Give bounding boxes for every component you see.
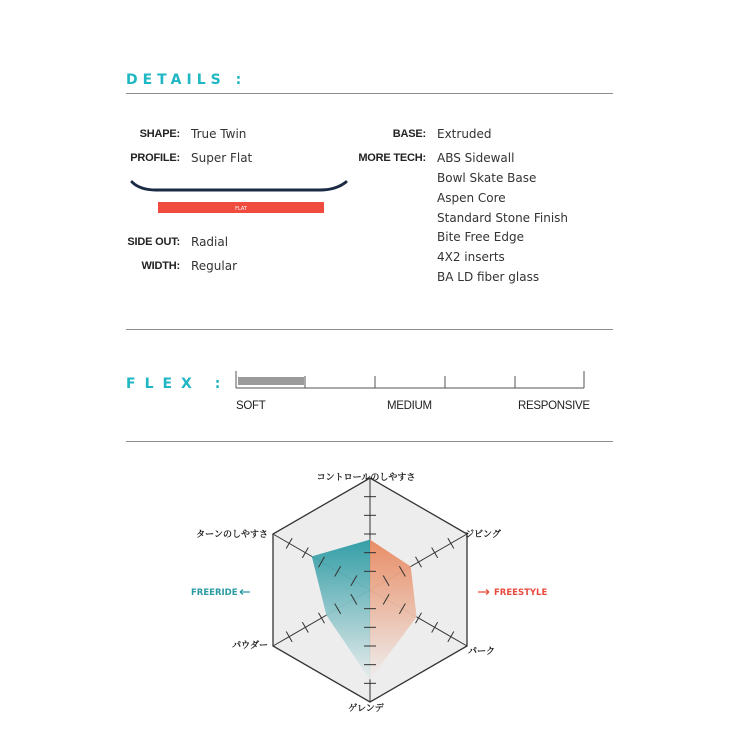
sideout-value: Radial [191, 235, 229, 249]
radar-axis-label: ジビング [465, 530, 501, 540]
width-label: WIDTH: [141, 260, 180, 272]
radar-axis-label: パーク [468, 647, 496, 657]
more-tech-label: MORE TECH: [358, 152, 426, 164]
width-value: Regular [191, 259, 238, 273]
flex-level-fill [238, 377, 304, 385]
section-divider [126, 441, 613, 442]
freestyle-tag: FREESTYLE [494, 588, 548, 598]
radar-chart [0, 460, 740, 740]
base-value: Extruded [437, 127, 492, 141]
flex-title: FLEX : [126, 376, 230, 392]
radar-axis-label: ターンのしやすさ [196, 530, 268, 540]
details-divider [126, 93, 613, 94]
radar-axis-label: コントロールのしやすさ [316, 473, 416, 483]
more-tech-item: Bite Free Edge [437, 230, 524, 244]
more-tech-item: 4X2 inserts [437, 250, 505, 264]
section-divider [126, 329, 613, 330]
more-tech-item: Aspen Core [437, 191, 506, 205]
base-label: BASE: [392, 128, 426, 140]
profile-graphic [128, 176, 358, 216]
flex-label-medium: MEDIUM [387, 400, 432, 412]
freeride-tag: FREERIDE [191, 588, 238, 598]
freestyle-arrow-icon [478, 590, 489, 595]
profile-label: PROFILE: [130, 152, 180, 164]
more-tech-item: Standard Stone Finish [437, 211, 569, 225]
flex-label-responsive: RESPONSIVE [518, 400, 590, 412]
radar-axis-label: ゲレンデ [348, 704, 384, 714]
shape-label: SHAPE: [139, 128, 180, 140]
more-tech-item: ABS Sidewall [437, 151, 515, 165]
flex-label-soft: SOFT [236, 400, 266, 412]
flex-scale [234, 368, 588, 392]
sideout-label: SIDE OUT: [127, 236, 180, 248]
profile-graphic-label: FLAT [235, 206, 247, 212]
more-tech-item: BA LD fiber glass [437, 270, 540, 284]
radar-axis-label: パウダー [232, 641, 268, 651]
freeride-arrow-icon [240, 590, 250, 595]
shape-value: True Twin [191, 127, 247, 141]
details-title: DETAILS : [126, 72, 247, 88]
profile-value: Super Flat [191, 151, 253, 165]
more-tech-item: Bowl Skate Base [437, 171, 537, 185]
